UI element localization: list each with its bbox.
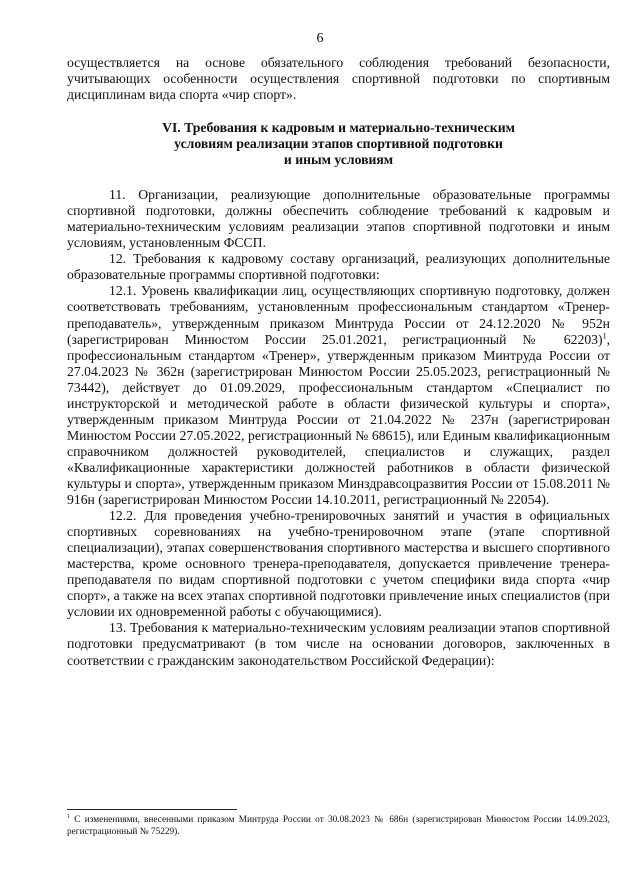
paragraph-12-2: 12.2. Для проведения учебно-тренировочных занятий и участия в официальных спортивных соревнованиях на учебно-тренировочном этапе (этапе спортивной специализации), этапах совершенствования спортивного мастерства и высшего спортивного мастерства, кроме основного тренера-преподавателя, допускается привлечение тренера-преподавателя по видам спортивной подготовки с учетом специфики вида спорта «чир спорт», а также на всех этапах спортивной подготовки привлечение иных специалистов (при условии их одновременной работы с обучающимися). <box>67 508 610 620</box>
section-heading-line-1: VI. Требования к кадровым и материально-техническим <box>162 120 515 136</box>
document-body <box>67 55 610 669</box>
paragraph-13: 13. Требования к материально-техническим условиям реализации этапов спортивной подготовки предусматривают (в том числе на основании договоров, заключенных в соответствии с гражданским законодательством Российской Федерации): <box>67 620 610 668</box>
paragraph-12-1 <box>67 283 610 508</box>
paragraph-12-1-part-a: 12.1. Уровень квалификации лиц, осуществляющих спортивную подготовку, должен соответствовать требованиям, установленным профессиональным стандартом «Тренер-преподаватель», утвержденным приказом Минтруда России от 24.12.2020 № 952н (зарегистрирован Минюстом России 25.01.2021, регистрационный № 62203) <box>67 283 610 347</box>
footnote-text: С изменениями, внесенными приказом Минтруда России от 30.08.2023 № 686н (зарегистрирован Минюстом России 14.09.2023, регистрационный № 75229). <box>67 815 610 837</box>
paragraph-12: 12. Требования к кадровому составу организаций, реализующих дополнительные образовательные программы спортивной подготовки: <box>67 251 610 283</box>
page-number: 6 <box>316 31 324 46</box>
footnote-marker: 1 <box>67 813 70 820</box>
section-heading-line-2: условиям реализации этапов спортивной подготовки <box>174 136 503 152</box>
paragraph-12-1-part-b: , профессиональным стандартом «Тренер», утвержденным приказом Минтруда России от 27.04.2023 № 362н (зарегистрирован Минюстом России 25.05.2023, регистрационный № 73442), действует до 01.09.2029, профессиональным стандартом «Специалист по инструкторской и методической работе в области физической культуры и спорта», утвержденным приказом Минтруда России от 21.04.2022 № 237н (зарегистрирован Минюстом России 27.05.2022, регистрационный № 68615), или Единым квалификационным справочником должностей руководителей, специалистов и служащих, раздел «Квалификационные характеристики должностей работников в области физической культуры и спорта», утвержденным приказом Минздравсоцразвития России от 15.08.2011 № 916н (зарегистрирован Минюстом России 14.10.2011, регистрационный № 22054). <box>67 331 610 508</box>
footnote-reference: 1 <box>602 331 607 340</box>
footnote <box>67 815 610 838</box>
paragraph-11: 11. Организации, реализующие дополнительные образовательные программы спортивной подготовки, должны обеспечить соблюдение требований к кадровым и материально-техническим условиям реализации этапов спортивной подготовки и иным условиям, установленным ФССП. <box>67 187 610 251</box>
section-heading <box>67 120 610 168</box>
section-heading-line-3: и иным условиям <box>283 152 394 168</box>
paragraph-continuation: осуществляется на основе обязательного соблюдения требований безопасности, учитывающих особенности осуществления спортивной подготовки по спортивным дисциплинам вида спорта «чир спорт». <box>67 55 610 103</box>
footnote-divider <box>67 809 237 810</box>
